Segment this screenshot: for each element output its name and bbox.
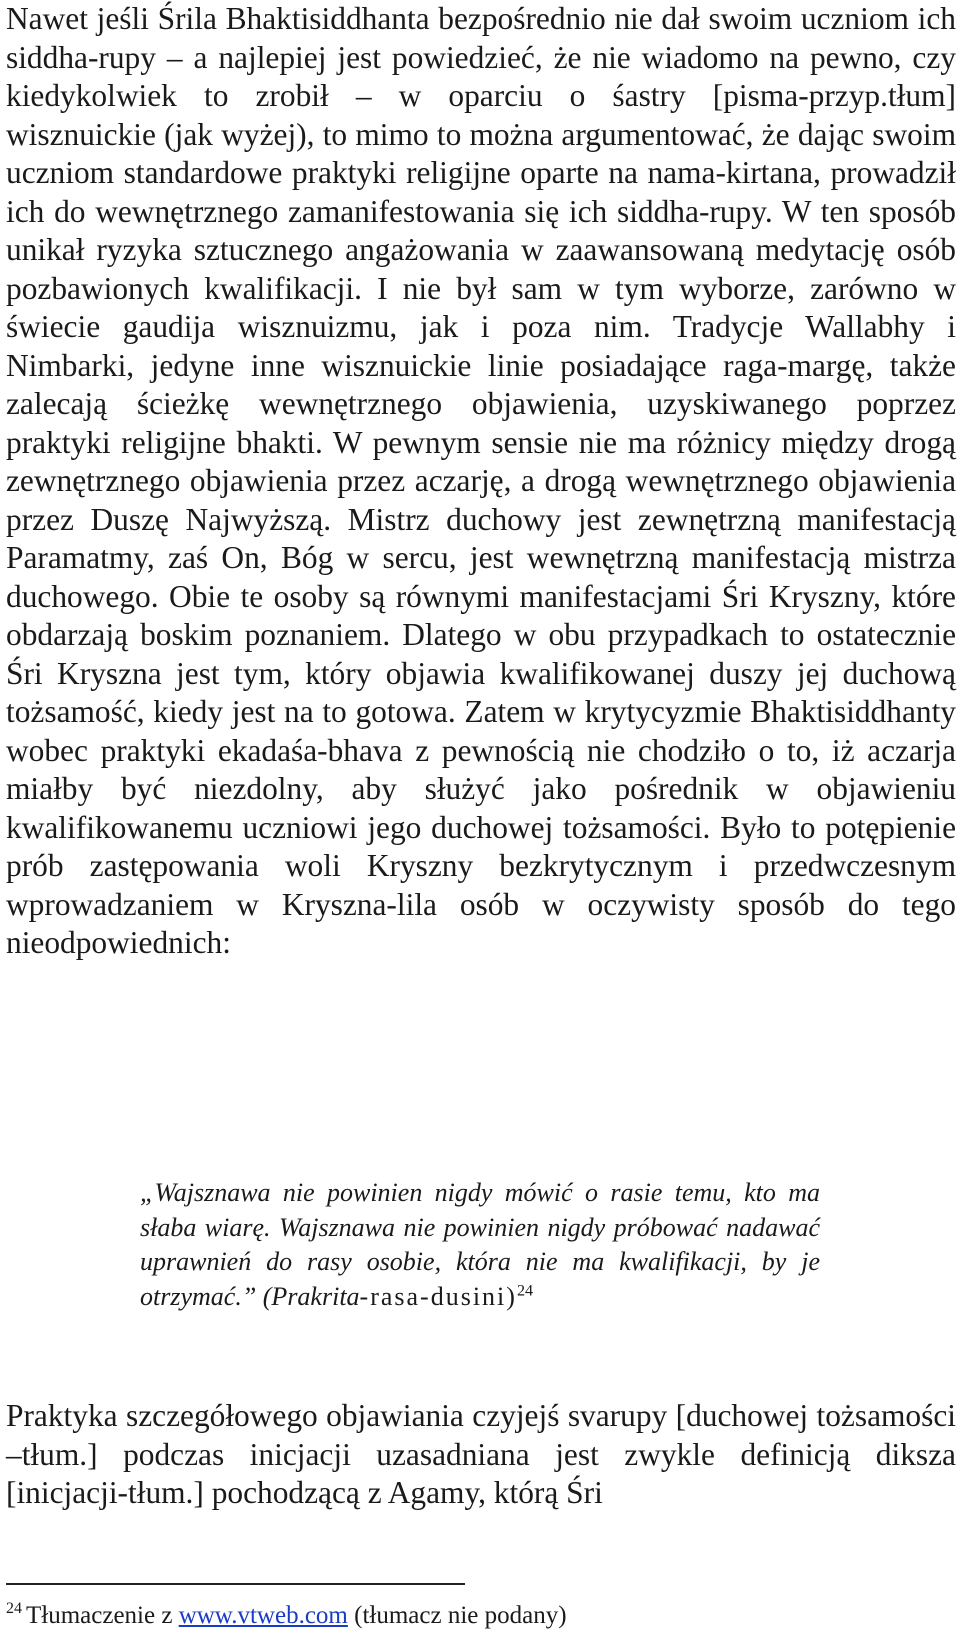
footnote-text-after: (tłumacz nie podany) [347, 1602, 567, 1629]
footnote-reference[interactable]: 24 [516, 1281, 534, 1299]
footnote-link[interactable]: www.vtweb.com [178, 1602, 348, 1629]
footnote [6, 1599, 567, 1633]
quote-italic-text: „Wajsznawa nie powinien nigdy mówić o rasie temu, kto ma słaba wiarę. Wajsznawa nie powinien nigdy próbować nadawać uprawnień do rasy osobie, która nie ma kwalifikacji, by je otrzymać.” (Prakrita [140, 1178, 820, 1311]
footnote-text-before: Tłumaczenie z [26, 1602, 179, 1629]
quote-source-tail: -rasa-dusini) [359, 1281, 517, 1311]
block-quote [140, 1176, 820, 1314]
body-paragraph-2: Praktyka szczegółowego objawiania czyjejś svarupy [duchowej tożsamości –tłum.] podczas inicjacji uzasadniana jest zwykle definicją diksza [inicjacji-tłum.] pochodzącą z Agamy, którą Śri [6, 1398, 956, 1510]
footnote-divider [6, 1583, 465, 1585]
body-paragraph-1: Nawet jeśli Śrila Bhaktisiddhanta bezpośrednio nie dał swoim uczniom ich siddha-rupy – a najlepiej jest powiedzieć, że nie wiadomo na pewno, czy kiedykolwiek to zrobił – w oparciu o śastry [pisma-przyp.tłum] wisznuickie (jak wyżej), to mimo to można argumentować, że dając swoim uczniom standardowe praktyki religijne oparte na nama-kirtana, prowadził ich do wewnętrznego zamanifestowania się ich siddha-rupy. W ten sposób unikał ryzyka sztucznego angażowania w zaawansowaną medytację osób pozbawionych kwalifikacji. I nie był sam w tym wyborze, zarówno w świecie gaudija wisznuizmu, jak i poza nim. Tradycje Wallabhy i Nimbarki, jedyne inne wisznuickie linie posiadające raga-margę, także zalecają ścieżkę wewnętrznego objawienia, uzyskiwanego poprzez praktyki religijne bhakti. W pewnym sensie nie ma różnicy między drogą zewnętrznego objawienia przez aczarję, a drogą wewnętrznego objawienia przez Duszę Najwyższą. Mistrz duchowy jest zewnętrzną manifestacją Paramatmy, zaś On, Bóg w sercu, jest wewnętrzną manifestacją mistrza duchowego. Obie te osoby są równymi manifestacjami Śri Kryszny, które obdarzają boskim poznaniem. Dlatego w obu przypadkach to ostatecznie Śri Kryszna jest tym, który objawia kwalifikowanej duszy jej duchową tożsamość, kiedy jest na to gotowa. Zatem w krytycyzmie Bhaktisiddhanty wobec praktyki ekadaśa-bhava z pewnością nie chodziło o to, iż aczarja miałby być niezdolny, aby służyć jako pośrednik w objawieniu kwalifikowanemu uczniowi jego duchowej tożsamości. Było to potępienie prób zastępowania woli Kryszny bezkrytycznym i przedwczesnym wprowadzaniem w Kryszna-lila osób w oczywisty sposób do tego nieodpowiednich: [6, 1, 956, 960]
footnote-number: 24 [6, 1600, 22, 1617]
